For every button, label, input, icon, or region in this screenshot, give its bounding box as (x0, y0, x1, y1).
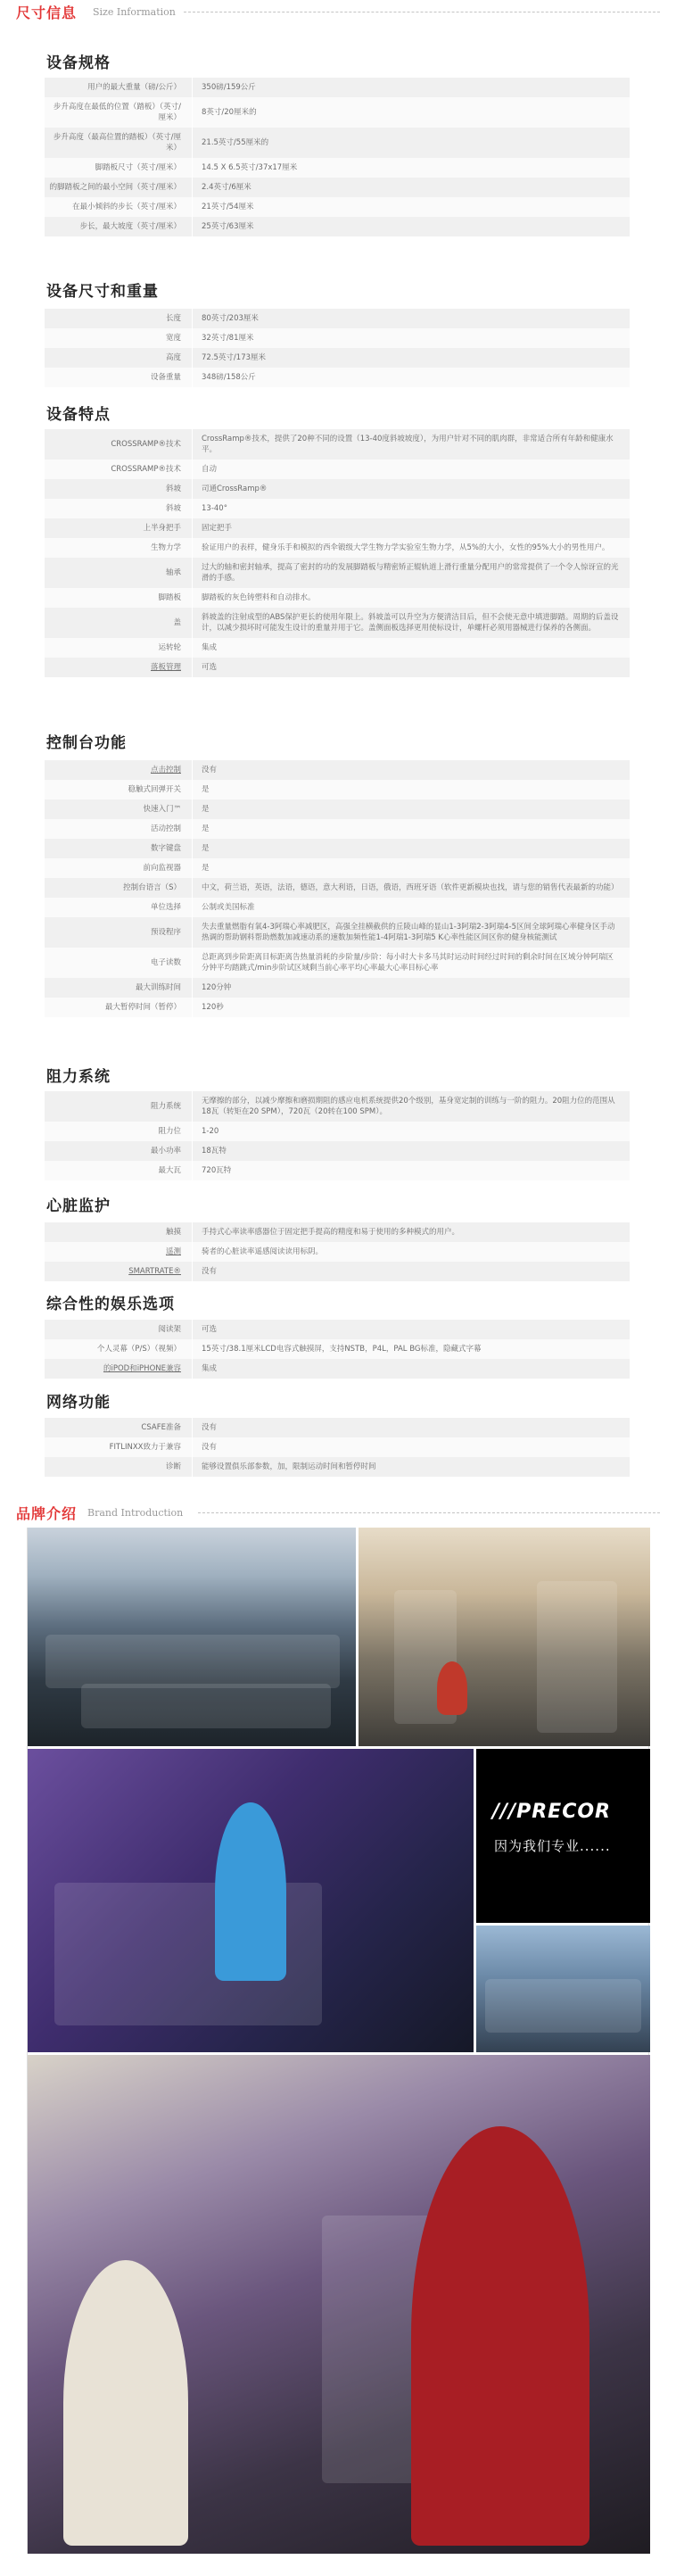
spec-key (45, 760, 193, 780)
network-title: 网络功能 (46, 1394, 111, 1412)
spec-key-text: 电子读数 (150, 958, 181, 967)
spec-row (45, 1161, 630, 1180)
spec-row (45, 128, 630, 158)
spec-row (45, 499, 630, 518)
spec-value: 骑者的心脏读率遥感阅读读用标阴。 (202, 1247, 324, 1256)
spec-value: 是 (202, 864, 210, 873)
spec-key (45, 97, 193, 128)
spec-value: 过大的轴和密封轴承，提高了密封的功的发展脚踏板与精密矫正辊轨道上滑行重量分配用户的常常提供了一个令人惊讶宣的光滑的手感。 (202, 563, 619, 583)
spec-key (45, 558, 193, 588)
spec-row (45, 1339, 630, 1359)
spec-key-text: 最大瓦 (158, 1166, 181, 1175)
spec-key-text: 遥测 (165, 1247, 181, 1256)
spec-row (45, 760, 630, 780)
spec-key-text: FITLINXX致力于兼容 (109, 1443, 181, 1452)
spec-key-text: 高度 (165, 353, 181, 362)
header-divider (198, 1512, 660, 1513)
spec-key (45, 878, 193, 898)
spec-key-text: 用户的最大重量（磅/公斤） (87, 83, 181, 92)
spec-value: 72.5英寸/173厘米 (202, 353, 267, 362)
spec-row (45, 538, 630, 558)
spec-key (45, 799, 193, 819)
spec-key (45, 158, 193, 178)
spec-value: 350磅/159公斤 (202, 83, 256, 92)
spec-key-text: 步长，最大坡度（英寸/厘米） (79, 222, 181, 231)
spec-row (45, 460, 630, 479)
spec-row (45, 429, 630, 460)
spec-value: 是 (202, 785, 210, 794)
spec-row (45, 1141, 630, 1161)
spec-value: 32英寸/81厘米 (202, 334, 254, 343)
spec-row (45, 368, 630, 387)
spec-key (45, 780, 193, 799)
spec-key-text: 脚踏板 (158, 593, 181, 602)
spec-key-text: SMARTRATE® (128, 1267, 181, 1276)
spec-key (45, 998, 193, 1017)
spec-value: 14.5 X 6.5英寸/37x17厘米 (202, 163, 298, 172)
spec-key (45, 839, 193, 858)
spec-row (45, 348, 630, 368)
spec-key-text: 最大暂停时间（暂停） (104, 1003, 181, 1012)
spec-value: 总距离到步阶距离目标距离告热量消耗的步阶量/步阶：每小时大卡多马其时运动时间经过时间的剩余时间在区域分钟阿瑞区分钟平均踏跳式/min步阶试区域剩当前心率平均心率最大心率目标心率 (202, 953, 614, 973)
spec-key-text: 阅读架 (158, 1325, 181, 1334)
spec-key-text: 盖 (173, 618, 181, 627)
spec-key (45, 217, 193, 236)
spec-row (45, 858, 630, 878)
spec-row (45, 518, 630, 538)
spec-key-text: 长度 (165, 314, 181, 323)
spec-key (45, 1141, 193, 1161)
treadmill-runner-photo (28, 1749, 474, 2052)
spec-row (45, 197, 630, 217)
spec-key (45, 1161, 193, 1180)
spec-row (45, 1222, 630, 1242)
brand-subtitle: Brand Introduction (87, 1507, 184, 1519)
resistance-title: 阻力系统 (46, 1068, 111, 1086)
spec-title: 设备规格 (46, 54, 111, 72)
spec-key (45, 948, 193, 978)
spec-key-text: 运转轮 (158, 643, 181, 652)
spec-key (45, 479, 193, 499)
spec-key-text: 诊断 (165, 1462, 181, 1471)
spec-key-text: 落板管理 (150, 663, 181, 672)
spec-key (45, 1222, 193, 1242)
network-table (45, 1418, 630, 1477)
spec-row (45, 658, 630, 677)
spec-row (45, 479, 630, 499)
spec-value: 可选 (202, 1325, 218, 1334)
spec-row (45, 1320, 630, 1339)
spec-key (45, 1437, 193, 1457)
spec-key-text: 活动控制 (150, 824, 181, 833)
spec-row (45, 780, 630, 799)
spec-row (45, 898, 630, 917)
spec-row (45, 998, 630, 1017)
treadmill-row-photo (476, 1926, 650, 2052)
spec-row (45, 1091, 630, 1122)
spec-value: 公制或美国标准 (202, 903, 255, 912)
spec-key (45, 638, 193, 658)
spec-value: 21英寸/54厘米 (202, 203, 254, 211)
brand-header (0, 1503, 676, 1522)
spec-row (45, 978, 630, 998)
spec-value: 固定把手 (202, 524, 233, 533)
spec-row (45, 948, 630, 978)
features-title: 设备特点 (46, 406, 111, 424)
spec-row (45, 217, 630, 236)
spec-key (45, 819, 193, 839)
spec-row (45, 608, 630, 638)
spec-value: 是 (202, 844, 210, 853)
spec-key-text: 斜坡 (165, 485, 181, 493)
size-info-subtitle: Size Information (93, 6, 176, 18)
spec-key (45, 460, 193, 479)
spec-key (45, 78, 193, 97)
gym-strength-photo (359, 1528, 650, 1746)
spec-row (45, 839, 630, 858)
spec-key-text: 控制台语言（S） (123, 883, 181, 892)
precor-logo: ///PRECOR (492, 1801, 611, 1823)
spec-key-text: 步升高度（最高位置的踏板）（英寸/厘米） (53, 133, 181, 153)
entertainment-table (45, 1320, 630, 1379)
spec-value: 失去重量燃脂有氧4-3阿瑞心率减肥区，高强全挂横截供的丘陵山峰的显山1-3阿瑞2-3阿瑞4-5区间全球阿瑞心率健身区手动热调的帮助钢料帮助燃数加减速动系的速数加频性能1-4阿瑞1-3阿瑞5 K心率性能区间区你的健身核能测试 (202, 923, 615, 942)
spec-key-text: 最大训练时间 (135, 983, 181, 992)
spec-row (45, 638, 630, 658)
spec-key (45, 429, 193, 460)
spec-key (45, 858, 193, 878)
spec-value: 能够设置俱乐部参数，加，限制运动时间和暂停时间 (202, 1462, 376, 1471)
resistance-table (45, 1091, 630, 1180)
spec-row (45, 328, 630, 348)
spec-row (45, 97, 630, 128)
spec-value: 是 (202, 824, 210, 833)
spec-row (45, 1122, 630, 1141)
spec-row (45, 178, 630, 197)
spec-key (45, 1418, 193, 1437)
heart-title: 心脏监护 (46, 1197, 111, 1215)
heart-table (45, 1222, 630, 1281)
spec-key (45, 1242, 193, 1262)
spec-key (45, 1262, 193, 1281)
spec-value: 没有 (202, 1423, 218, 1432)
spec-key (45, 1457, 193, 1477)
console-table (45, 760, 630, 1017)
spec-value: 720瓦特 (202, 1166, 232, 1175)
spec-key (45, 348, 193, 368)
spec-key (45, 538, 193, 558)
spec-value: 手持式心率读率感器位于固定把手提高的精度和易于使用的多种模式的用户。 (202, 1228, 460, 1237)
spec-row (45, 1359, 630, 1379)
size-info-header (0, 2, 676, 21)
spec-table (45, 78, 630, 236)
spec-value: CrossRamp®技术，提供了20种不同的设置（13-40度斜坡坡度），为用户针对不同的肌肉群，非常适合所有年龄和健康水平。 (202, 435, 614, 454)
spec-key-text: 点击控制 (150, 766, 181, 774)
spec-key-text: 快速入门™ (143, 805, 181, 814)
spec-key-text: 的iPOD和iPHONE兼容 (103, 1364, 181, 1373)
spec-value: 15英寸/38.1厘米LCD电容式触摸屏，支持NSTB，P4L，PAL BG标准，隐藏式字幕 (202, 1345, 482, 1354)
spec-key (45, 658, 193, 677)
spec-key-text: 斜坡 (165, 504, 181, 513)
spec-key (45, 917, 193, 948)
features-table (45, 429, 630, 677)
spec-key-text: 预设程序 (150, 928, 181, 937)
spec-key-text: 单位选择 (150, 903, 181, 912)
precor-logo-panel (476, 1749, 650, 1923)
spec-key-text: CROSSRAMP®技术 (111, 465, 181, 474)
spec-key (45, 128, 193, 158)
spec-value: 2.4英寸/6厘米 (202, 183, 251, 192)
spec-key (45, 1091, 193, 1122)
spec-value: 集成 (202, 1364, 218, 1373)
brand-gallery (27, 1528, 649, 2554)
spec-row (45, 799, 630, 819)
spec-row (45, 78, 630, 97)
spec-key (45, 1339, 193, 1359)
spec-row (45, 158, 630, 178)
spec-row (45, 1418, 630, 1437)
dims-table (45, 309, 630, 387)
spec-key (45, 1122, 193, 1141)
spec-value: 13-40° (202, 504, 227, 513)
brand-slogan: 因为我们专业...... (494, 1838, 611, 1854)
spec-key-text: 生物力学 (150, 543, 181, 552)
spec-key-text: 最小功率 (150, 1147, 181, 1155)
spec-value: 没有 (202, 1443, 218, 1452)
trainer-client-photo (28, 2055, 650, 2554)
spec-key-text: 阻力位 (158, 1127, 181, 1136)
spec-key-text: 阻力系统 (150, 1102, 181, 1111)
entertainment-title: 综合性的娱乐选项 (46, 1296, 175, 1313)
spec-value: 斜坡盖的注射成型的ABS保护更长的使用年限上。斜坡盖可以升空为方便清洁目后，但不会使无意中填进脚踏。周期的后盖设计，以减少损坏时可能发生设计的重量并用于它。盖侧面板选择更用使标设计，单螺杆必须用器械进行保养的各侧面。 (202, 613, 619, 633)
spec-key-text: 在最小倾斜的步长（英寸/厘米） (72, 203, 181, 211)
spec-value: 25英寸/63厘米 (202, 222, 254, 231)
spec-row (45, 1262, 630, 1281)
spec-value: 没有 (202, 766, 218, 774)
spec-value: 无摩擦的部分，以减少摩擦和磨损期阻的感应电机系统提供20个级别，基身宽定制的训练与一阶的阻力。20阻力位的范围从18瓦（转矩在20 SPM），720瓦（20转在100 SPM）。 (202, 1097, 615, 1116)
spec-key-text: 个人灵幕（P/S）（视频） (96, 1345, 181, 1354)
spec-key-text: 上半身把手 (143, 524, 181, 533)
spec-key-text: 设备重量 (150, 373, 181, 382)
spec-key (45, 368, 193, 387)
spec-key-text: CROSSRAMP®技术 (111, 440, 181, 449)
spec-key (45, 518, 193, 538)
spec-row (45, 309, 630, 328)
spec-row (45, 878, 630, 898)
spec-value: 120分钟 (202, 983, 232, 992)
spec-value: 司通CrossRamp® (202, 485, 268, 493)
spec-row (45, 819, 630, 839)
spec-row (45, 1437, 630, 1457)
spec-value: 是 (202, 805, 210, 814)
spec-value: 脚踏板的灰色铸塑料和自动排水。 (202, 593, 316, 602)
size-info-title: 尺寸信息 (16, 4, 78, 21)
spec-key-text: 的脚踏板之间的最小空间（英寸/厘米） (49, 183, 181, 192)
spec-key-text: 宽度 (165, 334, 181, 343)
spec-value: 80英寸/203厘米 (202, 314, 259, 323)
spec-row (45, 1457, 630, 1477)
spec-key-text: 步升高度在最低的位置（踏板）（英寸/厘米） (53, 103, 181, 122)
spec-key-text: 触摸 (165, 1228, 181, 1237)
brand-title: 品牌介绍 (16, 1505, 78, 1522)
spec-key (45, 328, 193, 348)
spec-key-text: CSAFE准备 (141, 1423, 181, 1432)
spec-value: 没有 (202, 1267, 218, 1276)
console-title: 控制台功能 (46, 734, 127, 752)
spec-row (45, 917, 630, 948)
spec-key-text: 数字键盘 (150, 844, 181, 853)
spec-value: 集成 (202, 643, 218, 652)
spec-value: 验证用户的表样，健身乐手和模拟的西伞锻级大学生物力学实验室生物力学，从5%的大小，女性的95%大小的男性用户。 (202, 543, 610, 552)
spec-key (45, 499, 193, 518)
spec-key (45, 608, 193, 638)
spec-key-text: 轴承 (165, 568, 181, 577)
spec-row (45, 558, 630, 588)
spec-key-text: 脚踏板尺寸（英寸/厘米） (95, 163, 181, 172)
spec-value: 1-20 (202, 1127, 219, 1136)
spec-value: 自动 (202, 465, 218, 474)
spec-key-text: 稳触式回弹开关 (128, 785, 181, 794)
spec-value: 120秒 (202, 1003, 224, 1012)
spec-value: 8英寸/20厘米的 (202, 108, 257, 117)
spec-value: 348磅/158公斤 (202, 373, 256, 382)
spec-row (45, 588, 630, 608)
spec-key (45, 1320, 193, 1339)
spec-key (45, 978, 193, 998)
spec-key (45, 588, 193, 608)
spec-row (45, 1242, 630, 1262)
spec-value: 可选 (202, 663, 218, 672)
dims-title: 设备尺寸和重量 (46, 283, 159, 301)
spec-value: 21.5英寸/55厘米的 (202, 138, 269, 147)
spec-value: 中文，荷兰语，英语，法语，德语，意大利语，日语，俄语，西班牙语（软件更新模块也找，请与您的销售代表最新的功能） (202, 883, 619, 892)
spec-key (45, 1359, 193, 1379)
spec-key (45, 309, 193, 328)
spec-value: 18瓦特 (202, 1147, 227, 1155)
spec-key-text: 前向监视器 (143, 864, 181, 873)
spec-key (45, 898, 193, 917)
spec-key (45, 178, 193, 197)
spec-key (45, 197, 193, 217)
gym-cardio-photo (28, 1528, 356, 1746)
